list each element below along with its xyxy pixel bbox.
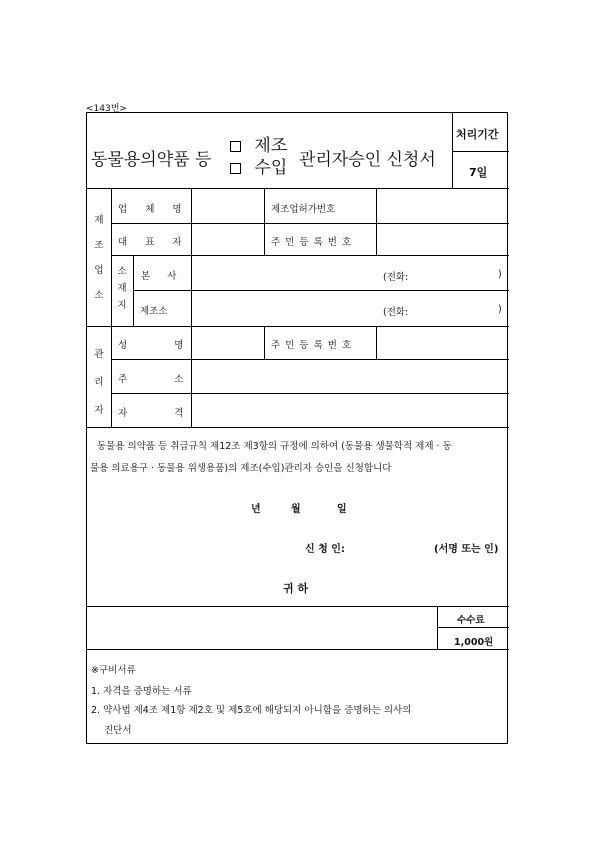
import-checkbox[interactable] xyxy=(230,163,241,174)
head-office-address-field[interactable] xyxy=(192,256,508,289)
applicant-label: 신 청 인: xyxy=(305,544,345,555)
manager-resident-number-field[interactable] xyxy=(377,327,508,358)
manager-section-label: 관리자 xyxy=(94,349,104,416)
document-item-1: 1. 자격을 증명하는 서류 xyxy=(91,686,192,697)
representative-label: 대 표 자 xyxy=(118,237,182,248)
manager-qualification-label: 자 격 xyxy=(118,408,184,419)
fee-value: 1,000원 xyxy=(454,637,494,648)
manager-qualification-field[interactable] xyxy=(192,394,508,426)
title-prefix: 동물용의약품 등 xyxy=(91,150,212,170)
statement-line-1: 동물용 의약품 등 취급규칙 제12조 제3항의 규정에 의하여 (동물용 생물학적 제제 · 동 xyxy=(97,441,452,452)
resident-number-label: 주 민 등 록 번 호 xyxy=(271,237,352,248)
manufacturer-section-label: 제조업소 xyxy=(94,215,104,301)
processing-period-label: 처리기간 xyxy=(456,128,499,141)
head-office-label: 본 사 xyxy=(141,271,177,282)
head-office-phone-open: (전화: xyxy=(383,272,409,283)
option-manufacture: 제조 xyxy=(230,131,287,156)
factory-label: 제조소 xyxy=(140,306,168,317)
date-month: 월 xyxy=(291,504,301,515)
processing-period-value: 7일 xyxy=(469,166,488,179)
date-day: 일 xyxy=(337,504,347,515)
statement-line-2: 물용 의료용구 · 동물용 위생용품)의 제조(수입)관리자 승인을 신청합니다 xyxy=(90,463,392,474)
option-import: 수입 xyxy=(230,153,287,178)
addressee: 귀 하 xyxy=(283,582,309,595)
factory-address-field[interactable] xyxy=(192,291,508,325)
head-office-phone-close: ) xyxy=(498,269,502,280)
fee-label: 수수료 xyxy=(457,615,485,626)
signature-label: (서명 또는 인) xyxy=(434,544,499,555)
resident-number-field[interactable] xyxy=(377,224,508,254)
location-label: 소재지 xyxy=(117,266,127,311)
representative-field[interactable] xyxy=(192,224,263,254)
license-number-label: 제조업허가번호 xyxy=(271,204,336,215)
manager-name-label: 성 명 xyxy=(118,340,184,351)
document-item-2-line-1: 2. 약사법 제4조 제1항 제2호 및 제5호에 해당되지 아니함을 증명하는 의사의 xyxy=(91,705,412,716)
form-number: <143번> xyxy=(86,104,127,114)
manager-name-field[interactable] xyxy=(192,327,263,358)
factory-phone-open: (전화: xyxy=(383,307,409,318)
business-name-field[interactable] xyxy=(192,189,263,221)
manager-address-field[interactable] xyxy=(192,360,508,391)
factory-phone-close: ) xyxy=(498,304,502,315)
documents-heading: ※구비서류 xyxy=(91,665,136,676)
manager-address-label: 주 소 xyxy=(118,374,184,385)
license-number-field[interactable] xyxy=(377,189,508,221)
application-form xyxy=(86,112,508,744)
title-suffix: 관리자승인 신청서 xyxy=(299,150,436,170)
manufacture-checkbox[interactable] xyxy=(230,141,241,152)
document-item-2-line-2: 진단서 xyxy=(104,725,132,736)
manager-resident-number-label: 주 민 등 록 번 호 xyxy=(271,340,352,351)
date-year: 년 xyxy=(251,504,261,515)
business-name-label: 업 체 명 xyxy=(118,204,182,215)
